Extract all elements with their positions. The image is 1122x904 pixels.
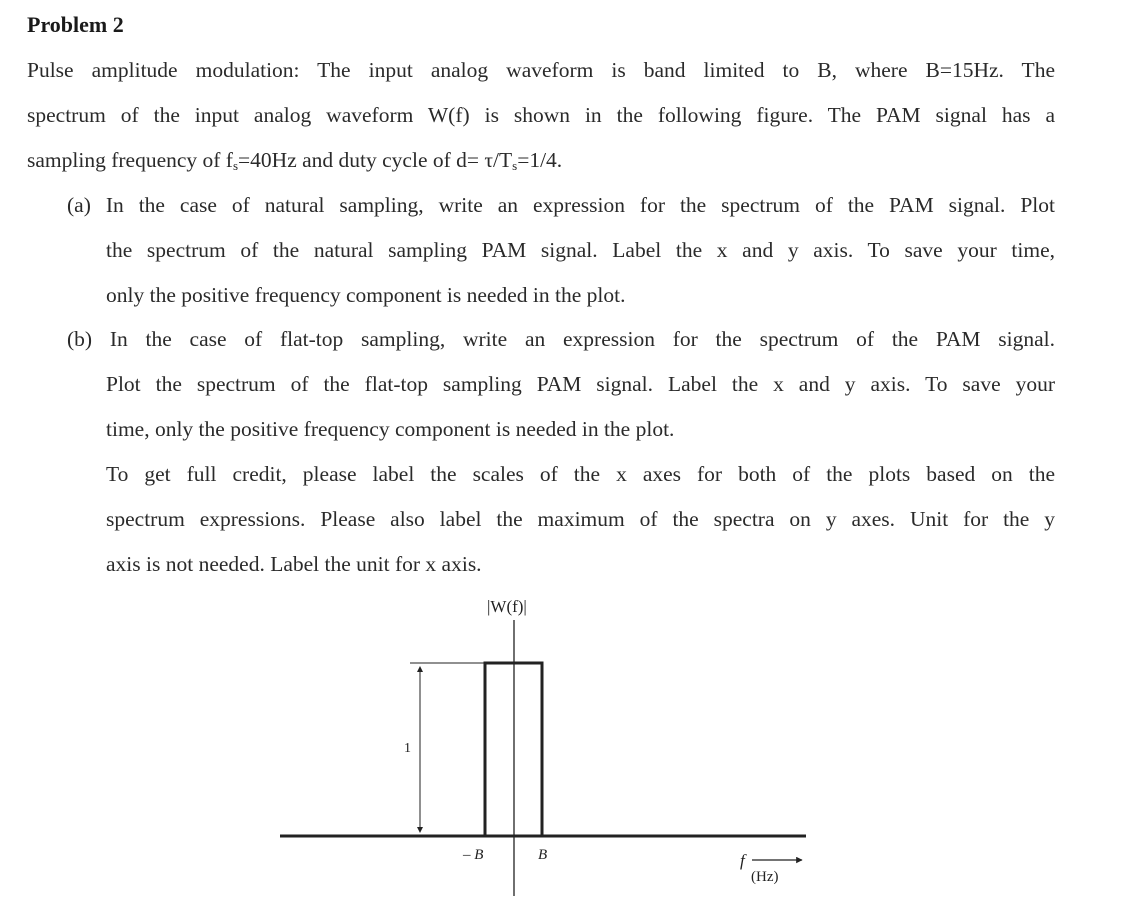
part-a-line-1: (a) In the case of natural sampling, write an expression for the spectrum of the PAM signal. Plot — [67, 193, 1055, 217]
amplitude-label: 1 — [404, 741, 411, 756]
part-a-line-2: the spectrum of the natural sampling PAM signal. Label the x and y axis. To save your time, — [106, 238, 1055, 262]
intro-line-3: sampling frequency of $f_s=40Hz$ and duty cycle of $d= \tau/T_s=1/4$. — [27, 148, 563, 173]
x-variable-label: f — [740, 851, 745, 870]
intro-line-1: Pulse amplitude modulation: The input analog waveform is band limited to B, where B=15Hz. The — [27, 58, 1055, 82]
pos-b-label: B — [538, 847, 548, 863]
part-a-line-3: only the positive frequency component is needed in the plot. — [106, 283, 626, 307]
note-line-3: axis is not needed. Label the unit for x axis. — [106, 552, 482, 576]
note-line-2: spectrum expressions. Please also label the maximum of the spectra on y axes. Unit for the y — [106, 507, 1055, 531]
neg-b-label: – B — [463, 847, 484, 863]
part-b-line-2: Plot the spectrum of the flat-top sampling PAM signal. Label the x and y axis. To save your — [106, 372, 1055, 396]
y-axis-label: |W(f)| — [487, 597, 527, 616]
part-b-line-3: time, only the positive frequency component is needed in the plot. — [106, 417, 675, 441]
problem-title: Problem 2 — [27, 12, 124, 37]
x-unit-label: (Hz) — [751, 869, 779, 885]
intro-line-2: spectrum of the input analog waveform W(f) is shown in the following figure. The PAM signal has a — [27, 103, 1055, 127]
note-line-1: To get full credit, please label the scales of the x axes for both of the plots based on the — [106, 462, 1055, 486]
part-b-line-1: (b) In the case of flat-top sampling, write an expression for the spectrum of the PAM signal. — [67, 327, 1055, 351]
